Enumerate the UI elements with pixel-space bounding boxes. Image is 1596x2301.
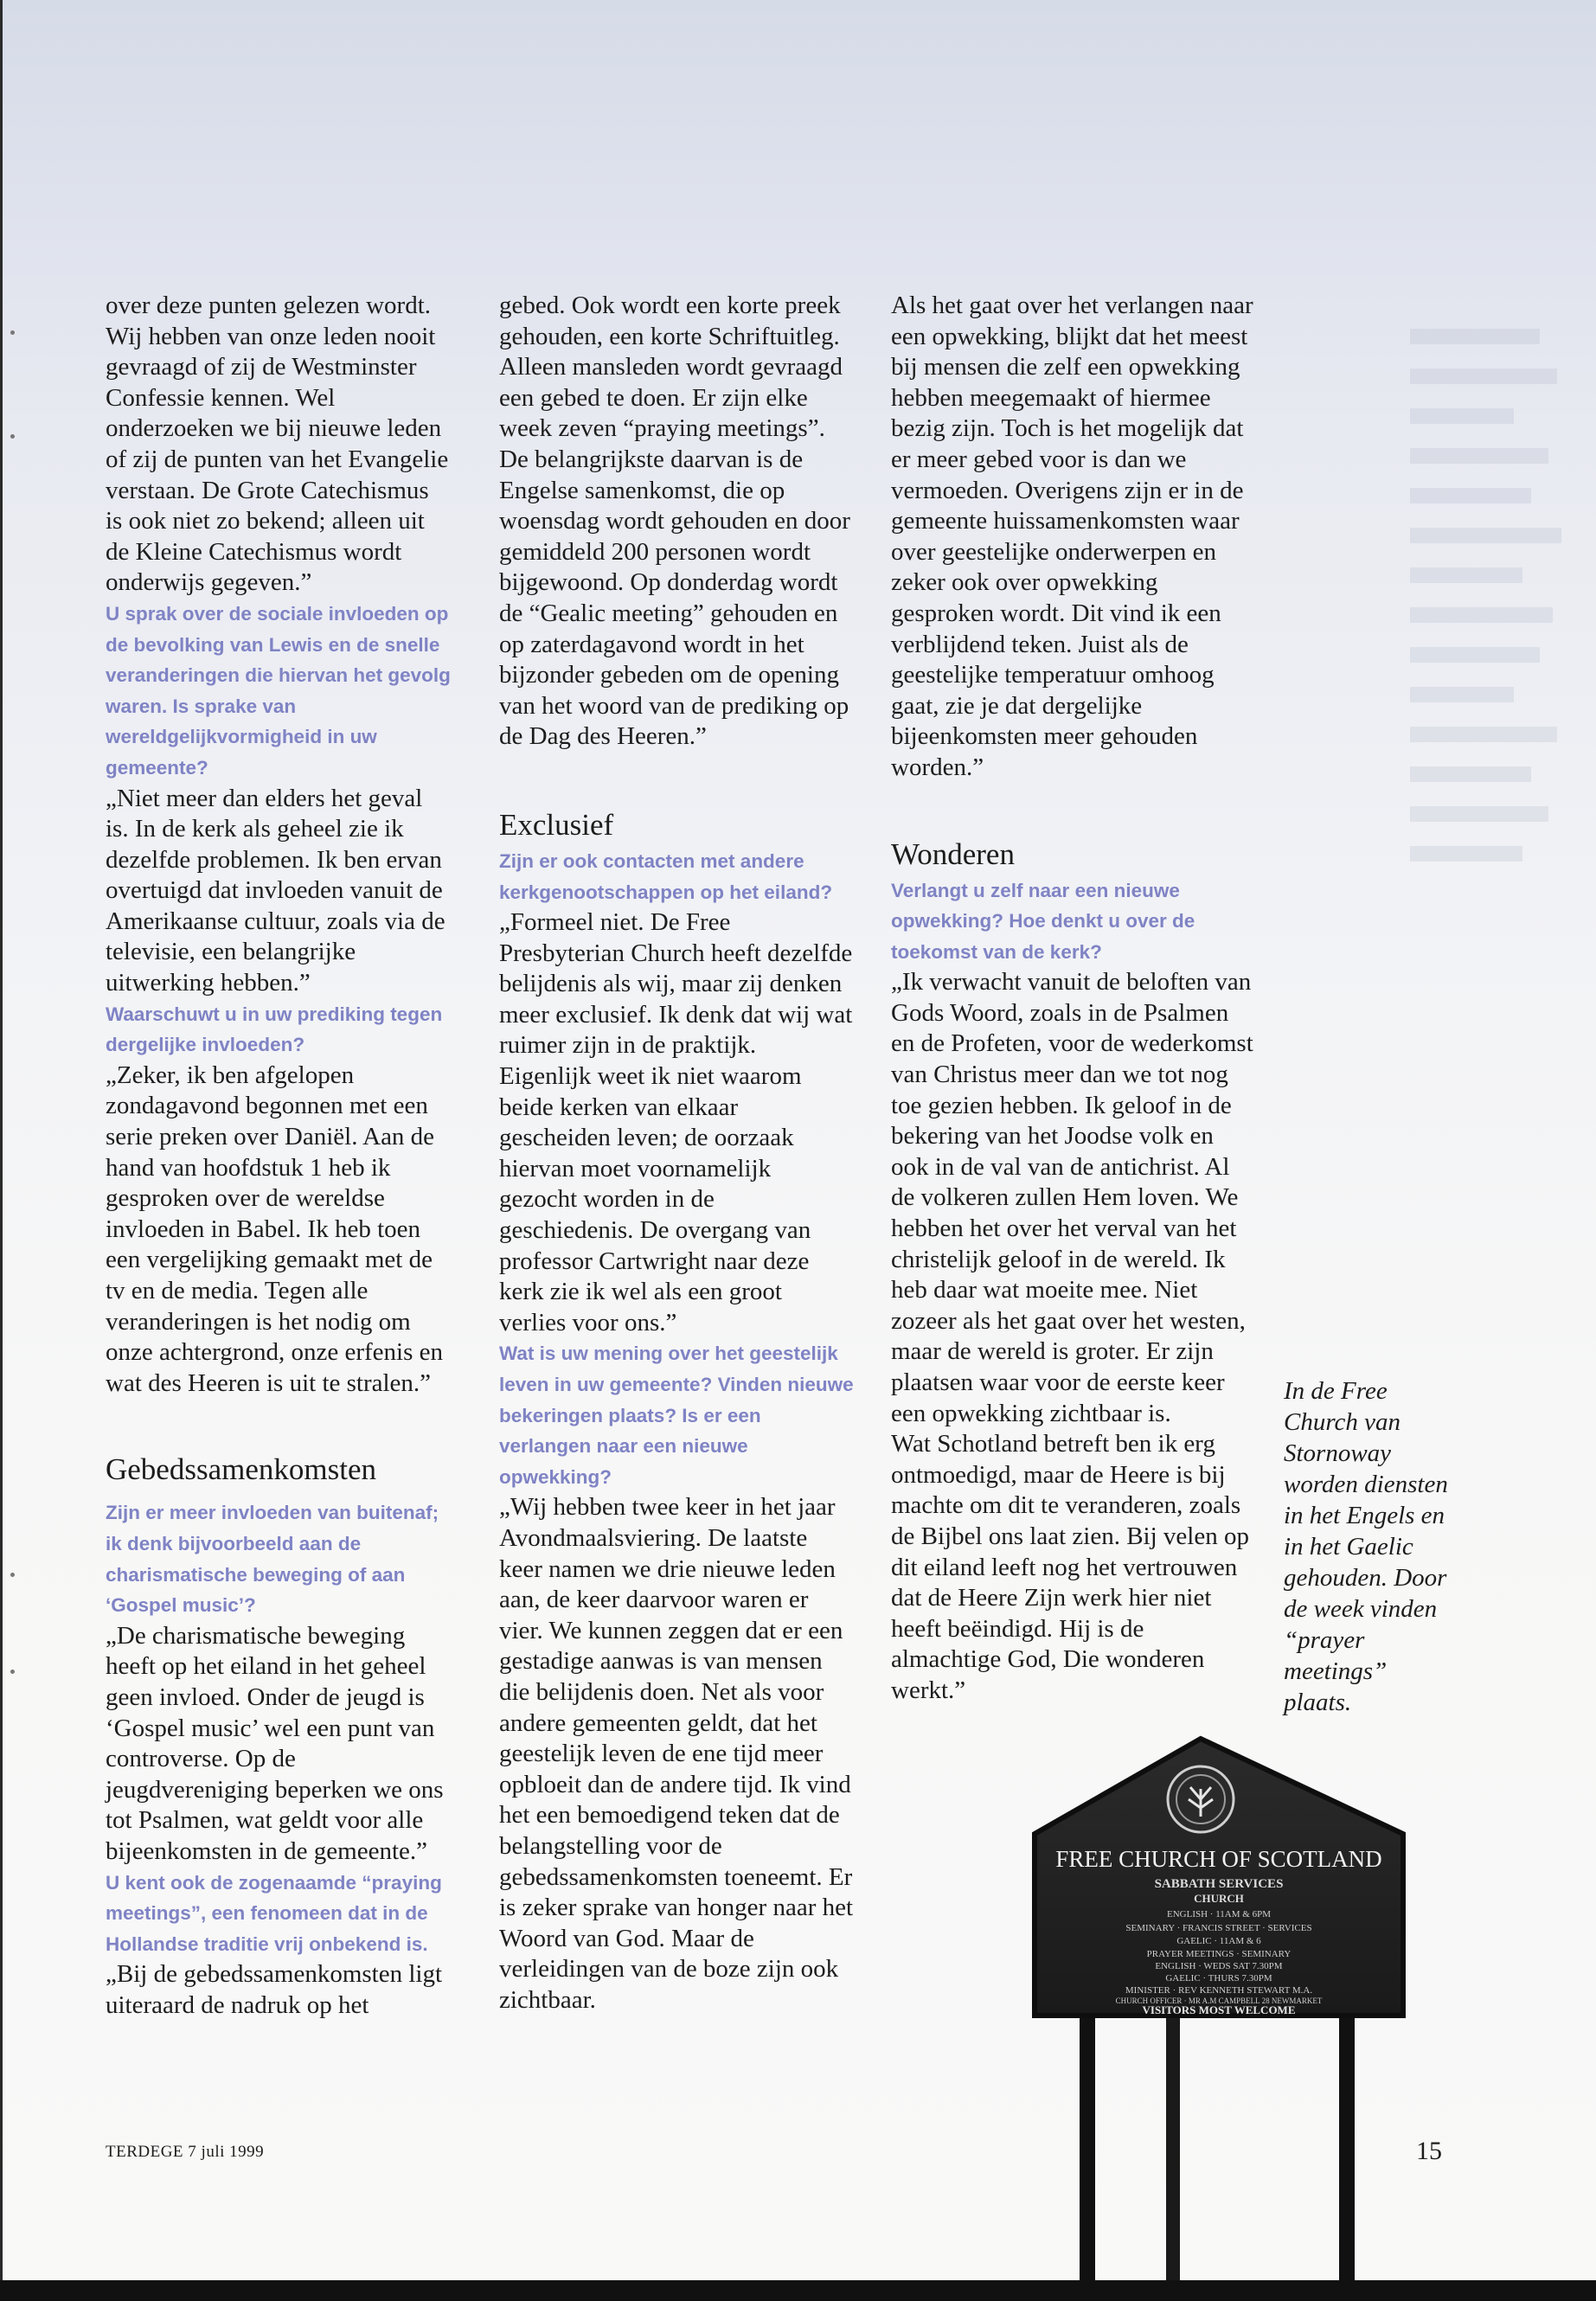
margin-mark bbox=[10, 434, 15, 439]
body-paragraph: „Zeker, ik ben afgelopen zondagavond begonnen met een serie preken over Daniël. Aan de hand van hoofdstuk 1 heb ik gesproken over de wereldse invloeden in Babel. Ik heb toen een vergelijking gemaakt met de tv en de media. Tegen alle veranderingen is het nodig om onze achtergrond, onze erfenis en wat des Heeren is uit te stralen.” bbox=[106, 1061, 443, 1397]
sign-line: GAELIC · 11AM & 6 bbox=[1176, 1936, 1261, 1946]
section-heading-wonderen: Wonderen bbox=[891, 836, 1015, 871]
sign-line: VISITORS MOST WELCOME bbox=[1142, 2003, 1296, 2016]
interview-question: U kent ook de zogenaamde “praying meetings”, een fenomeen dat in de Hollandse traditie vrij onbekend is. bbox=[106, 1871, 442, 1955]
interview-question: Verlangt u zelf naar een nieuwe opwekking? Hoe denkt u over de toekomst van de kerk? bbox=[891, 879, 1195, 963]
page-number: 15 bbox=[1416, 2137, 1442, 2165]
burning-bush-emblem-icon bbox=[1168, 1766, 1234, 1832]
body-paragraph: „Niet meer dan elders het geval is. In de kerk als geheel zie ik dezelfde problemen. Ik ben ervan overtuigd dat invloeden vanuit de Amerikaanse cultuur, zoals via de televisie, een belangrijke uitwerking hebben.” bbox=[106, 784, 445, 997]
interview-question: Zijn er meer invloeden van buitenaf; ik denk bijvoorbeeld aan de charismatische beweging of aan ‘Gospel music’? bbox=[106, 1502, 439, 1617]
margin-mark bbox=[10, 330, 15, 335]
body-paragraph: „Wij hebben twee keer in het jaar Avondmaalsviering. De laatste keer namen we drie nieuwe leden aan, de keer daarvoor waren er vier. We kunnen zeggen dat er een gestadige aanwas is van mensen die belijdenis doen. Net als voor andere gemeenten geldt, dat het geestelijk leven de ene tijd meer opbloeit dan de andere tijd. Ik vind het een bemoedigend teken dat de belangstelling voor de gebedssamenkomsten toeneemt. Er is zeker sprake van honger naar het Woord van God. Maar de verleidingen van de boze zijn ook zichtbaar. bbox=[499, 1493, 854, 2014]
page-edge-rule bbox=[0, 0, 3, 2301]
interview-question: Waarschuwt u in uw prediking tegen dergelijke invloeden? bbox=[106, 1003, 443, 1056]
page-bottom-edge bbox=[0, 2280, 1596, 2301]
sign-line: MINISTER · REV KENNETH STEWART M.A. bbox=[1125, 1985, 1313, 1996]
section-heading-gebedssamenkomsten: Gebedssamenkomsten bbox=[106, 1452, 376, 1487]
sign-post-middle bbox=[1166, 2016, 1180, 2284]
body-paragraph: „De charismatische beweging heeft op het eiland in het geheel geen invloed. Onder de jeugd is ‘Gospel music’ wel een punt van controverse. Op de jeugdvereniging beperken we ons tot Psalmen, wat geldt voor alle bijeenkomsten in de gemeente.” bbox=[106, 1621, 444, 1865]
article-column-2 bbox=[499, 291, 854, 2016]
sign-line: GAELIC · THURS 7.30PM bbox=[1165, 1973, 1272, 1984]
folio-line: TERDEGE 7 juli 1999 bbox=[106, 2143, 265, 2161]
body-paragraph: „Formeel niet. De Free Presbyterian Church heeft dezelfde belijdenis als wij, maar zij denken meer exclusief. Ik denk dat wij wat ruimer zijn in de praktijk. Eigenlijk weet ik niet waarom beide kerken van elkaar gescheiden leven; de oorzaak hiervan moet voornamelijk gezocht worden in de geschiedenis. De overgang van professor Cartwright naar deze kerk zie ik wel als een groot verlies voor ons.” bbox=[499, 908, 853, 1336]
interview-question: Zijn er ook contacten met andere kerkgenootschappen op het eiland? bbox=[499, 849, 833, 903]
sign-title: FREE CHURCH OF SCOTLAND bbox=[1055, 1846, 1382, 1872]
interview-question: U sprak over de sociale invloeden op de bevolking van Lewis en de snelle veranderingen die hiervan het gevolg waren. Is sprake van wereldgelijkvormigheid in uw gemeente? bbox=[106, 602, 451, 779]
article-column-1 bbox=[106, 291, 452, 2021]
sign-line: PRAYER MEETINGS · SEMINARY bbox=[1146, 1949, 1292, 1959]
margin-mark bbox=[10, 1670, 15, 1674]
sign-line: CHURCH OFFICER · MR A.M CAMPBELL 28 NEWMARKET bbox=[1115, 1997, 1323, 2005]
sign-line: ENGLISH · 11AM & 6PM bbox=[1167, 1909, 1271, 1920]
sign-post-right bbox=[1339, 2016, 1355, 2284]
body-paragraph: „Ik verwacht vanuit de beloften van Gods Woord, zoals in de Psalmen en de Profeten, voor de wederkomst van Christus meer dan we tot nog toe gezien hebben. Ik geloof in de bekering van het Joodse volk en ook in de val van de antichrist. Al de volkeren zullen Hem loven. We hebben het over het verval van het christelijk geloof in de wereld. Ik heb daar wat moeite mee. Niet zozeer als het gaat over het westen, maar de wereld is groter. Er zijn plaatsen waar voor de eerste keer een opwekking zichtbaar is. bbox=[891, 968, 1253, 1427]
body-paragraph: Wat Schotland betreft ben ik erg ontmoedigd, maar de Heere is bij machte om dit te veranderen, zoals de Bijbel ons laat zien. Bij velen op dit eiland leeft nog het vertrouwen dat de Heere Zijn werk hier niet heeft beëindigd. Hij is de almachtige God, Die wonderen werkt.” bbox=[891, 1430, 1249, 1704]
background-print-through bbox=[1410, 329, 1574, 934]
body-paragraph: gebed. Ook wordt een korte preek gehouden, een korte Schriftuitleg. Alleen mansleden wordt gevraagd een gebed te doen. Er zijn elke week zeven “praying meetings”. De belangrijkste daarvan is de Engelse samenkomst, die op woensdag wordt gehouden en door gemiddeld 200 personen wordt bijgewoond. Op donderdag wordt de “Gealic meeting” gehouden en op zaterdagavond wordt in het bijzonder gebeden om de opening van het woord van de prediking op de Dag des Heeren.” bbox=[499, 292, 850, 751]
sign-line: SABBATH SERVICES bbox=[1154, 1877, 1284, 1891]
body-paragraph: Als het gaat over het verlangen naar een opwekking, blijkt dat het meest bij mensen die zelf een opwekking hebben meegemaakt of hiermee bezig zijn. Toch is het mogelijk dat er meer gebed voor is dan we vermoeden. Overigens zijn er in de gemeente huissamenkomsten waar over geestelijke onderwerpen en zeker ook over opwekking gesproken wordt. Dit vind ik een verblijdend teken. Juist als de geestelijke temperatuur omhoog gaat, zie je dat dergelijke bijeenkomsten meer gehouden worden.” bbox=[891, 292, 1253, 781]
sign-line: SEMINARY · FRANCIS STREET · SERVICES bbox=[1125, 1923, 1312, 1933]
church-sign-photo bbox=[1028, 1730, 1410, 2284]
margin-mark bbox=[10, 1573, 15, 1577]
sign-line: CHURCH bbox=[1194, 1892, 1244, 1905]
sign-line: ENGLISH · WEDS SAT 7.30PM bbox=[1155, 1961, 1283, 1971]
section-heading-exclusief: Exclusief bbox=[499, 807, 614, 842]
interview-question: Wat is uw mening over het geestelijk leven in uw gemeente? Vinden nieuwe bekeringen plaats? Is er een verlangen naar een nieuwe opwekking? bbox=[499, 1343, 854, 1488]
photo-caption: In de Free Church van Stornoway worden diensten in het Engels en in het Gaelic gehouden. Door de week vinden “prayer meetings” plaats. bbox=[1284, 1377, 1448, 1716]
article-column-3 bbox=[891, 291, 1254, 1707]
body-paragraph: „Bij de gebedssamenkomsten ligt uiteraard de nadruk op het bbox=[106, 1960, 443, 2019]
body-paragraph: over deze punten gelezen wordt. Wij hebben van onze leden nooit gevraagd of zij de Westminster Confessie kennen. Wel onderzoeken we bij nieuwe leden of zij de punten van het Evangelie verstaan. De Grote Catechismus is ook niet zo bekend; alleen uit de Kleine Catechismus wordt onderwijs gegeven.” bbox=[106, 292, 449, 597]
sign-post-left bbox=[1080, 2016, 1095, 2284]
